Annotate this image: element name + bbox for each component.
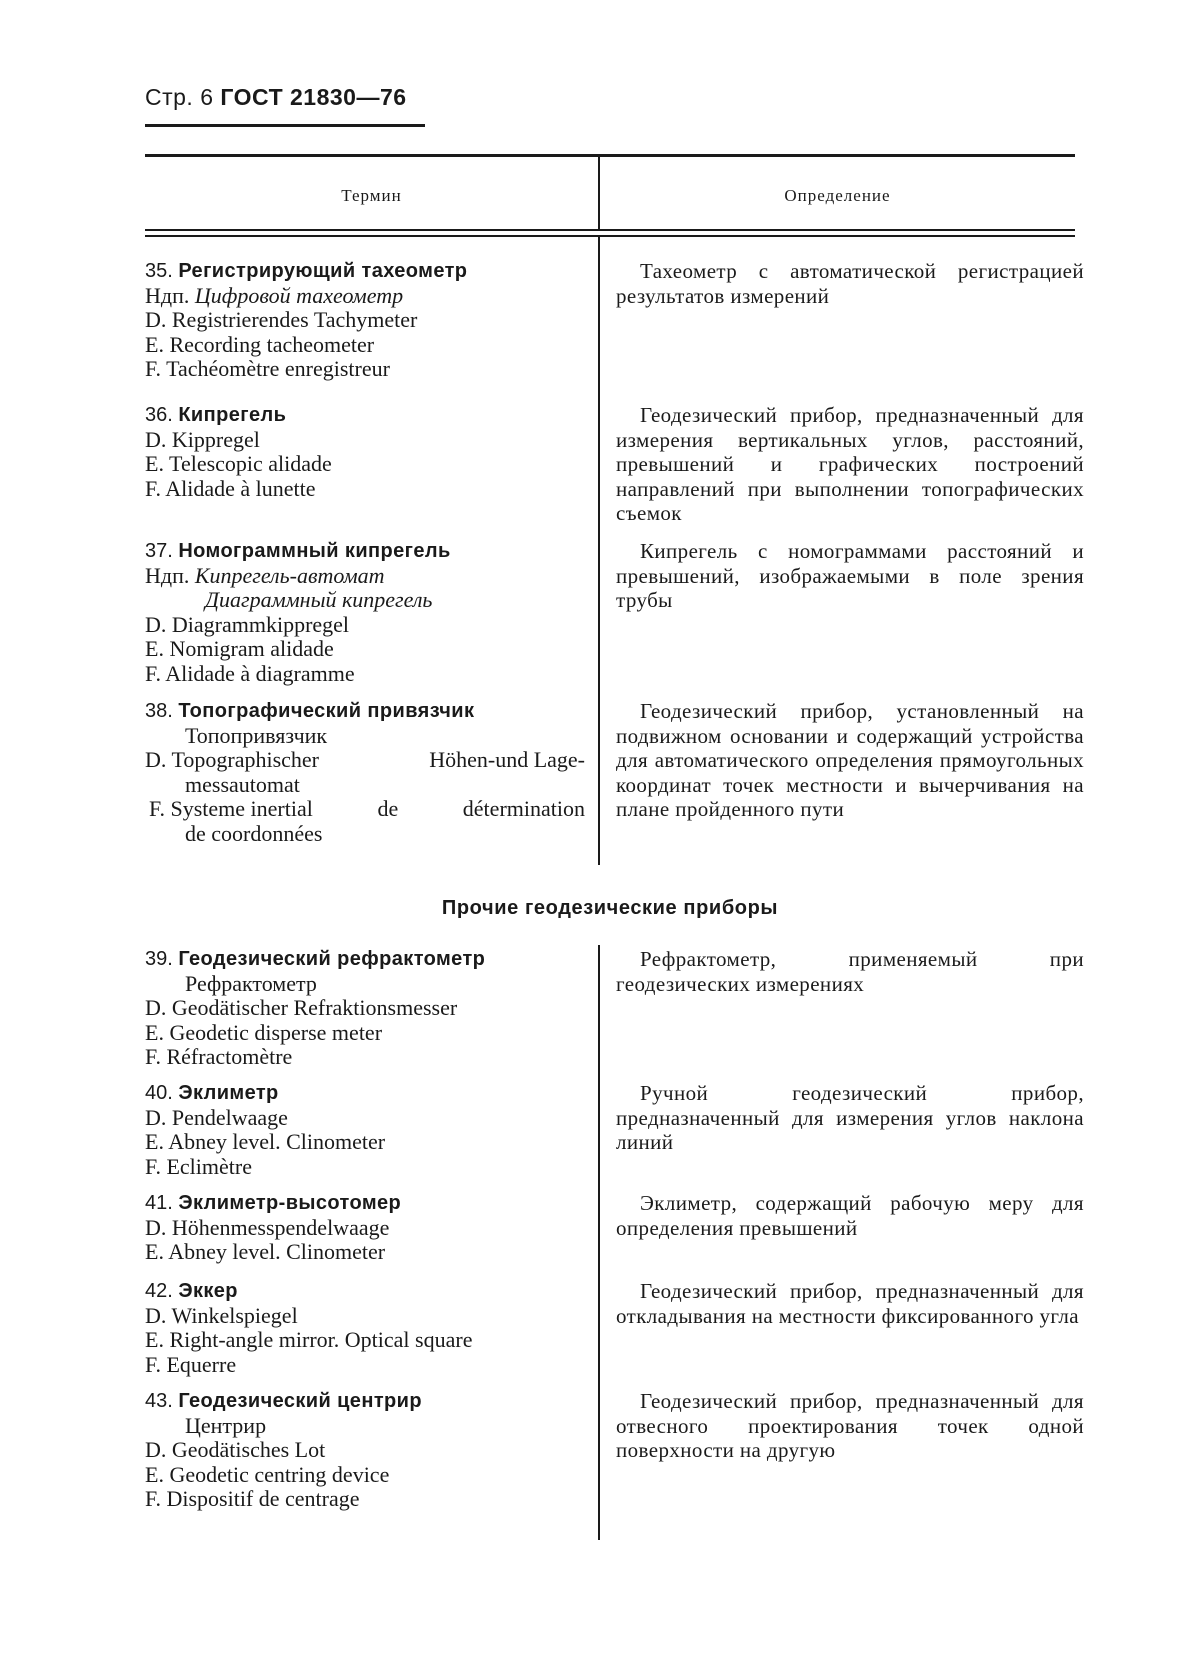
term-german: D. Geodätischer Refraktionsmesser: [145, 995, 458, 1020]
term-name: Номограммный кипрегель: [178, 540, 451, 562]
term-german: D. Pendelwaage: [145, 1104, 288, 1130]
term-german: D. Geodätisches Lot: [145, 1437, 326, 1462]
term-entry-36: 36. Кипрегель D. Kippregel E. Telescopic alidade F. Alidade à lunette: [145, 402, 585, 501]
page-header: [145, 84, 407, 111]
header-double-rule: [145, 235, 1075, 237]
table-top-rule: [145, 154, 1075, 157]
deprecated-term: Цифровой тахеометр: [194, 282, 404, 308]
definition-42: Геодезический прибор, предназначенный для откладывания на местности фиксированного угла: [616, 1279, 1084, 1328]
term-french: F. Systeme inertial de détermination: [149, 796, 585, 821]
deprecated-term: Кипрегель-автомат: [194, 562, 385, 588]
definition-43: Геодезический прибор, предназначенный для отвесного проектирования точек одной поверхности на другую: [616, 1389, 1084, 1462]
term-synonym: Рефрактометр: [185, 970, 317, 996]
term-name: Топографический привязчик: [178, 700, 475, 722]
column-divider-lower: [598, 945, 600, 1540]
column-divider-upper: [598, 237, 600, 865]
term-name: Регистрирующий тахеометр: [178, 260, 468, 282]
header-double-rule: [145, 229, 1075, 231]
deprecated-term: Диаграммный кипрегель: [205, 587, 433, 612]
definition-39: Рефрактометр, применяемый при геодезических измерениях: [616, 947, 1084, 996]
term-synonym: Центрир: [185, 1412, 267, 1438]
term-english: E. Geodetic disperse meter: [145, 1019, 383, 1045]
term-entry-35: 35. Регистрирующий тахеометр Ндп. Цифровой тахеометр D. Registrierendes Tachymeter E. Recording tacheometer F. Tachéomètre enregistreur: [145, 258, 585, 382]
term-name: Геодезический рефрактометр: [178, 948, 486, 970]
term-german: D. Topographischer Höhen-und Lage-: [145, 747, 585, 772]
term-synonym: Топопривязчик: [185, 722, 328, 748]
term-entry-38: 38. Топографический привязчик Топопривязчик D. Topographischer Höhen-und Lage- messautomat F. Systeme inertial de détermination de coordonnées: [145, 700, 585, 846]
term-german: D. Höhenmesspendelwaage: [145, 1214, 390, 1240]
column-header-term: Термин: [341, 186, 402, 205]
term-french: F. Alidade à diagramme: [145, 660, 355, 686]
term-german: D. Registrierendes Tachymeter: [145, 307, 418, 332]
term-entry-41: 41. Эклиметр-высотомер D. Höhenmesspendelwaage E. Abney level. Clinometer: [145, 1190, 585, 1265]
section-title: Прочие геодезические приборы: [441, 897, 779, 919]
term-name: Эккер: [178, 1280, 238, 1302]
definition-41: Эклиметр, содержащий рабочую меру для определения превышений: [616, 1191, 1084, 1240]
column-header-definition: Определение: [784, 186, 891, 205]
term-english: E. Geodetic centring device: [145, 1461, 390, 1487]
definition-37: Кипрегель с номограммами расстояний и превышений, изображаемыми в поле зрения трубы: [616, 539, 1084, 612]
term-entry-37: 37. Номограммный кипрегель Ндп. Кипрегель-автомат Диаграммный кипрегель D. Diagrammkippregel E. Nomigram alidade F. Alidade à diagramme: [145, 538, 585, 686]
term-name: Геодезический центрир: [178, 1390, 422, 1412]
definition-36: Геодезический прибор, предназначенный для измерения вертикальных углов, расстояний, превышений и графических построений направлений при выполнении топографических съемок: [616, 403, 1084, 525]
term-english: E. Recording tacheometer: [145, 331, 375, 357]
header-rule: [145, 124, 425, 127]
term-name: Эклиметр: [178, 1082, 279, 1104]
page-number: Стр. 6: [145, 84, 214, 110]
term-french: F. Tachéomètre enregistreur: [145, 356, 390, 381]
term-english: E. Nomigram alidade: [145, 636, 334, 661]
definition-38: Геодезический прибор, установленный на подвижном основании и содержащий устройства для автоматического определения прямоугольных координат точек местности и вычерчивания на плане пройденного пути: [616, 699, 1084, 821]
term-french: F. Alidade à lunette: [145, 475, 316, 501]
term-french: F. Dispositif de centrage: [145, 1486, 360, 1511]
term-french: F. Eclimètre: [145, 1153, 252, 1179]
term-english: E. Abney level. Clinometer: [145, 1129, 386, 1154]
definition-40: Ручной геодезический прибор, предназначенный для измерения углов наклона линий: [616, 1081, 1084, 1154]
term-name: Кипрегель: [178, 404, 287, 426]
term-entry-40: 40. Эклиметр D. Pendelwaage E. Abney level. Clinometer F. Eclimètre: [145, 1080, 585, 1179]
term-entry-39: 39. Геодезический рефрактометр Рефрактометр D. Geodätischer Refraktionsmesser E. Geodetic disperse meter F. Réfractomètre: [145, 946, 585, 1070]
term-english: E. Abney level. Clinometer: [145, 1239, 386, 1264]
term-german: D. Winkelspiegel: [145, 1302, 298, 1328]
term-entry-43: 43. Геодезический центрир Центрир D. Geodätisches Lot E. Geodetic centring device F. Dispositif de centrage: [145, 1388, 585, 1512]
term-german: D. Kippregel: [145, 426, 260, 452]
standard-code: ГОСТ 21830—76: [220, 84, 407, 110]
term-english: E. Telescopic alidade: [145, 451, 332, 476]
term-german: D. Diagrammkippregel: [145, 611, 350, 637]
term-entry-42: 42. Эккер D. Winkelspiegel E. Right-angle mirror. Optical square F. Equerre: [145, 1278, 585, 1377]
term-name: Эклиметр-высотомер: [178, 1192, 402, 1214]
term-french: F. Equerre: [145, 1351, 237, 1377]
definition-35: Тахеометр с автоматической регистрацией результатов измерений: [616, 259, 1084, 308]
term-english: E. Right-angle mirror. Optical square: [145, 1327, 473, 1352]
term-french: F. Réfractomètre: [145, 1044, 293, 1069]
